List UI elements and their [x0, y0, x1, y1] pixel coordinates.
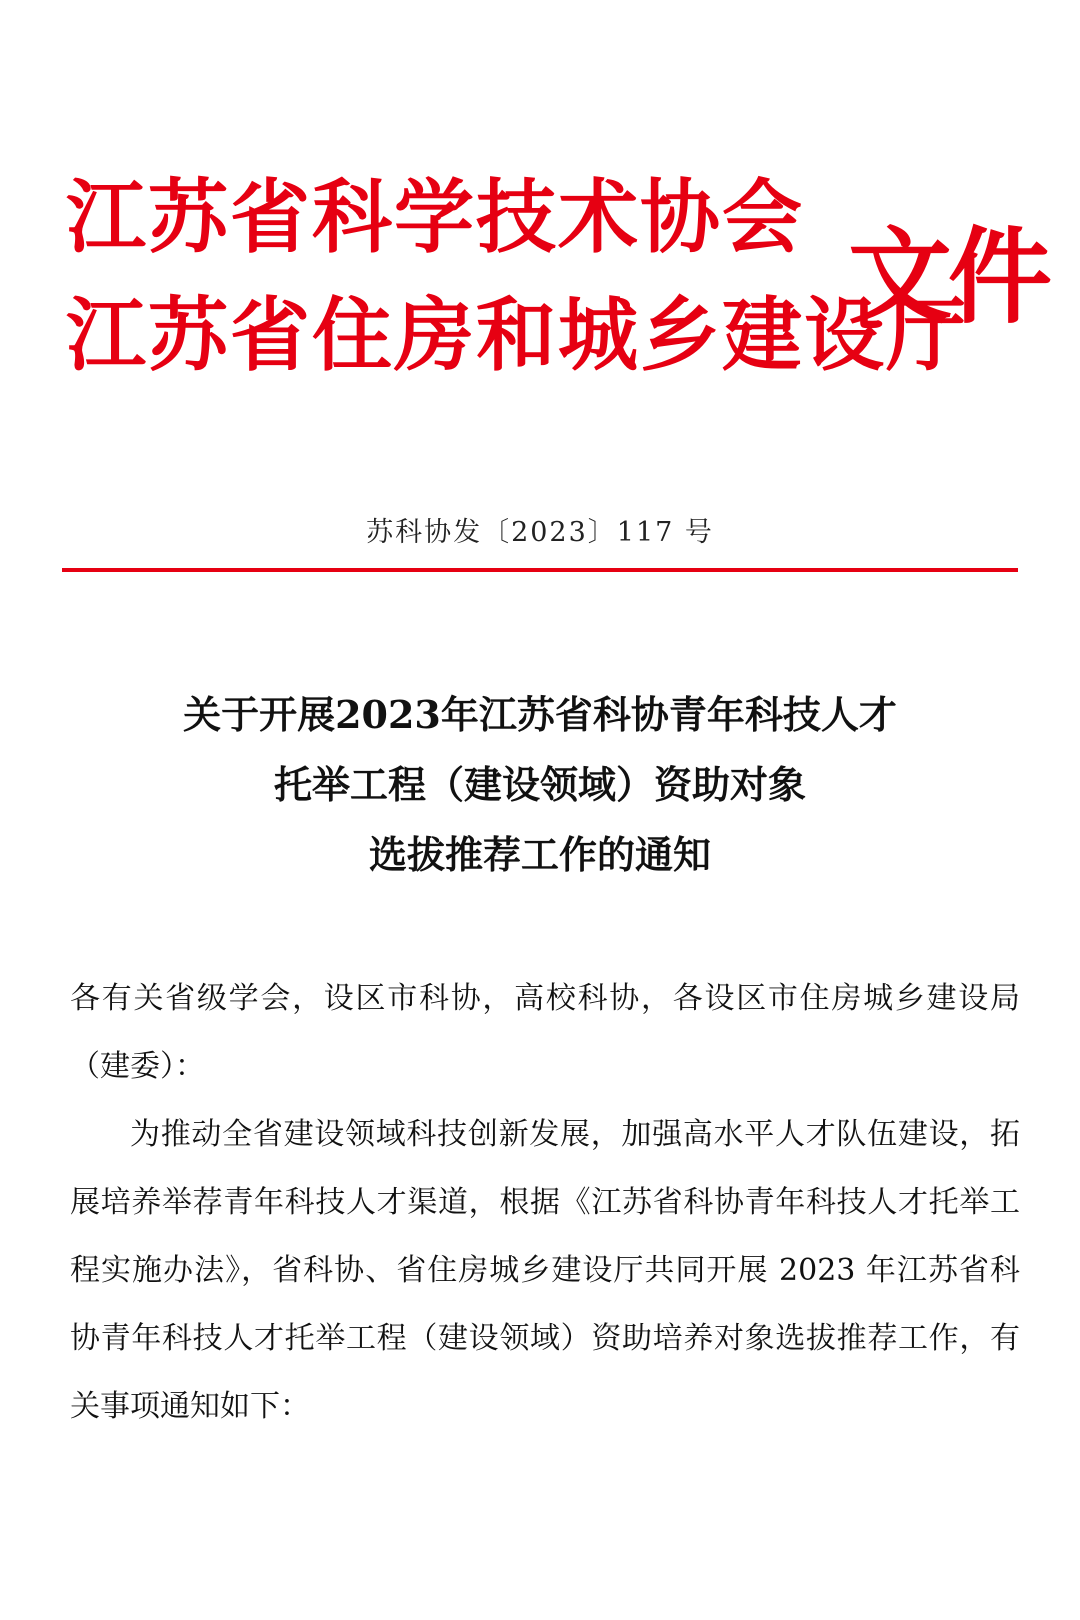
title-line: 托举工程（建设领域）资助对象: [273, 762, 806, 807]
notice-title: [0, 680, 1080, 890]
document-number: 苏科协发〔2023〕117 号: [366, 517, 714, 548]
issuer-name-science-association: 江苏省科学技术协会: [66, 171, 804, 264]
body-paragraph: 为推动全省建设领域科技创新发展，加强高水平人才队伍建设，拓展培养举荐青年科技人才渠道，根据《江苏省科协青年科技人才托举工程实施办法》，省科协、省住房城乡建设厅共同开展 2023 年江苏省科协青年科技人才托举工程（建设领域）资助培养对象选拔推荐工作，有关事项通知如下：: [70, 1117, 1020, 1424]
title-line: 关于开展2023年江苏省科协青年科技人才: [183, 692, 897, 737]
red-divider: [62, 568, 1018, 572]
title-line: 选拔推荐工作的通知: [368, 832, 711, 877]
addressee: 各有关省级学会，设区市科协，高校科协，各设区市住房城乡建设局（建委）：: [70, 981, 1020, 1084]
notice-body: [70, 965, 1020, 1441]
document-word: 文件: [848, 216, 1049, 338]
issuer-name-housing-department: 江苏省住房和城乡建设厅: [66, 289, 968, 382]
